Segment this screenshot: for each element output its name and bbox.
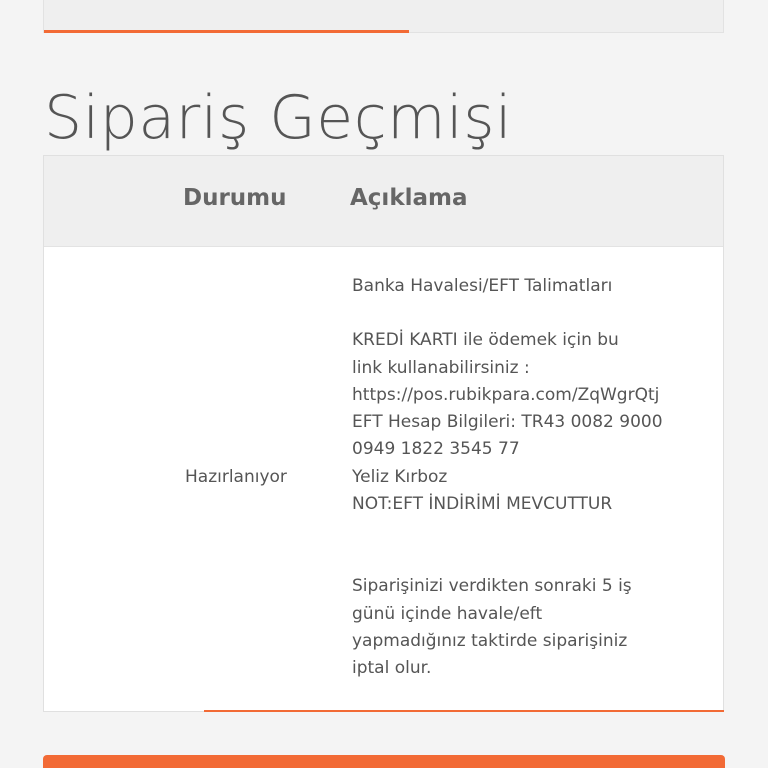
- table-row: [44, 247, 723, 711]
- page-title: Sipariş Geçmişi: [44, 83, 513, 153]
- table-accent-bar: [204, 710, 724, 712]
- payment-link[interactable]: https://pos.rubikpara.com/ZqWgrQtj: [352, 384, 660, 405]
- description-line: 0949 1822 3545 77: [352, 439, 520, 460]
- description-line: KREDİ KARTI ile ödemek için bu: [352, 330, 619, 351]
- description-line: link kullanabilirsiniz :: [352, 357, 530, 378]
- description-line: Yeliz Kırboz: [352, 466, 448, 487]
- description-line: yapmadığınız taktirde siparişiniz: [352, 630, 628, 651]
- table-header: [44, 156, 723, 247]
- description-line: günü içinde havale/eft: [352, 603, 543, 624]
- order-description-cell[interactable]: [352, 273, 712, 683]
- description-line: EFT Hesap Bilgileri: TR43 0082 9000: [352, 412, 663, 433]
- description-line: Banka Havalesi/EFT Talimatları: [352, 276, 613, 296]
- previous-section-panel: [43, 0, 724, 33]
- action-button[interactable]: [43, 755, 725, 768]
- panel-accent-bar: [44, 30, 409, 33]
- description-line: NOT:EFT İNDİRİMİ MEVCUTTUR: [352, 494, 613, 515]
- column-header-description: Açıklama: [350, 185, 468, 211]
- order-status-cell: Hazırlanıyor: [185, 467, 287, 487]
- description-line: Siparişinizi verdikten sonraki 5 iş: [352, 576, 632, 597]
- order-history-table: [43, 155, 724, 712]
- description-line: iptal olur.: [352, 658, 432, 679]
- column-header-status: Durumu: [183, 185, 287, 211]
